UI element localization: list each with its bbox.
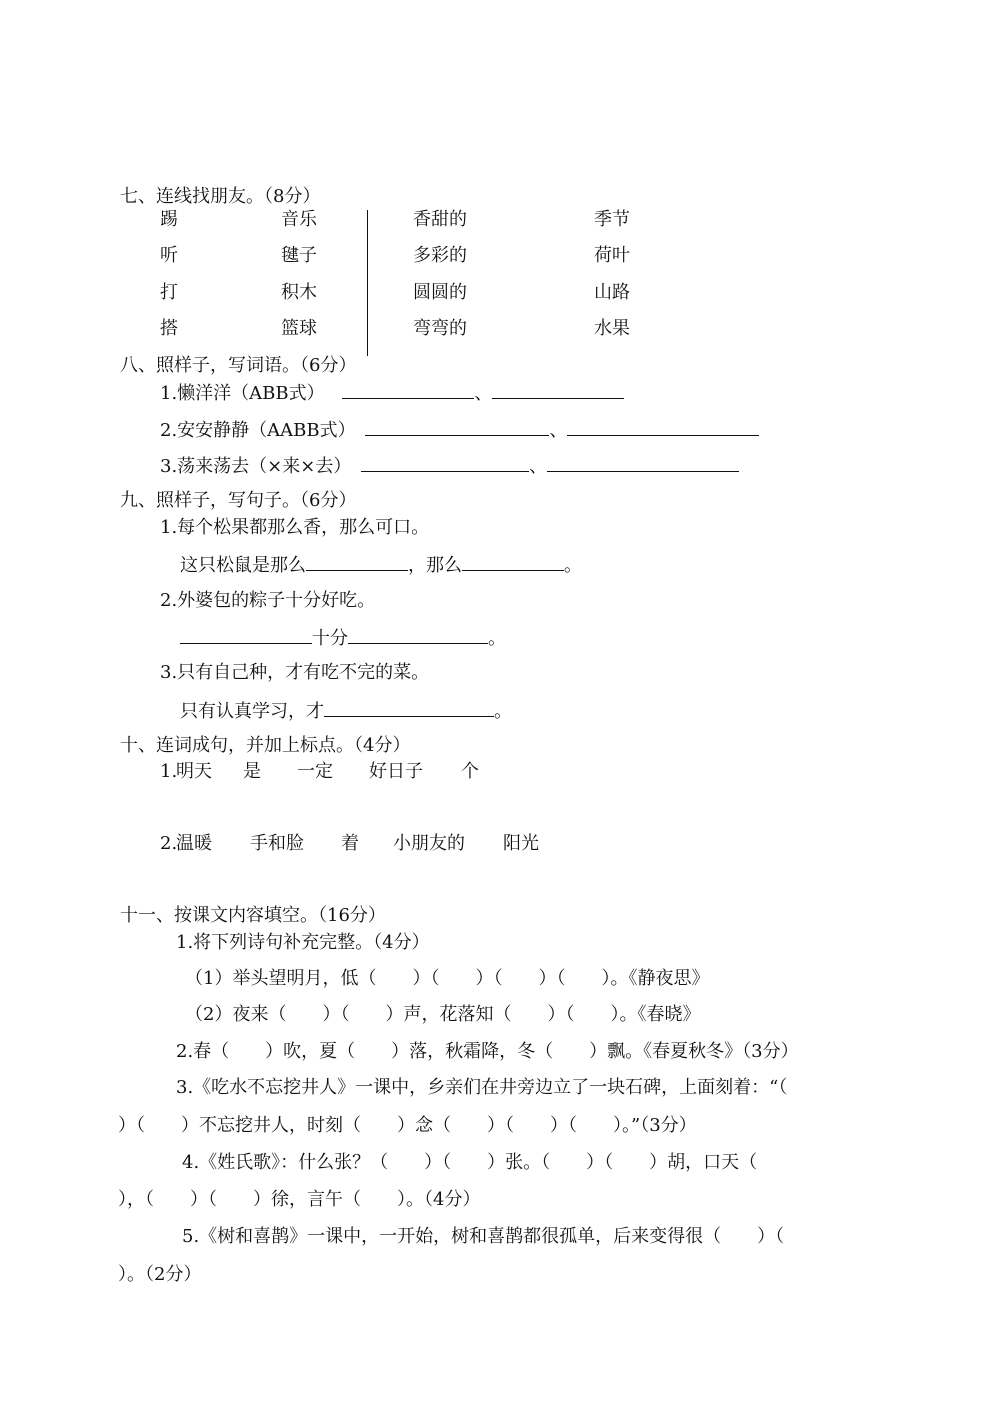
sentence-answer-row bbox=[180, 626, 506, 650]
word-chip: 是 bbox=[243, 761, 261, 782]
section-11-title: 十一、按课文内容填空。（16分） bbox=[120, 905, 386, 926]
word-pattern-row bbox=[160, 381, 624, 405]
section-7-title: 七、连线找朋友。（8分） bbox=[120, 186, 321, 207]
word-chip: 明天 bbox=[176, 761, 212, 782]
match-right-noun[interactable]: 季节 bbox=[594, 209, 630, 230]
sentence-text: ，那么 bbox=[408, 555, 462, 576]
answer-blank[interactable] bbox=[180, 626, 312, 644]
separator: 、 bbox=[474, 383, 493, 404]
word-chip: 阳光 bbox=[503, 833, 539, 854]
word-chip: 个 bbox=[461, 761, 479, 782]
answer-blank[interactable] bbox=[324, 699, 494, 717]
answer-blank[interactable] bbox=[342, 381, 474, 399]
match-right-noun[interactable]: 荷叶 bbox=[594, 245, 630, 266]
answer-blank[interactable] bbox=[361, 454, 529, 472]
answer-blank[interactable] bbox=[492, 381, 624, 399]
word-pattern-prompt: 3.荡来荡去（×来×去） bbox=[160, 456, 352, 477]
answer-blank[interactable] bbox=[365, 418, 549, 436]
section-9-title: 九、照样子，写句子。（6分） bbox=[120, 490, 357, 511]
match-left-verb[interactable]: 搭 bbox=[160, 318, 178, 339]
answer-blank[interactable] bbox=[547, 454, 739, 472]
sentence-text: 。 bbox=[494, 701, 512, 722]
match-right-noun[interactable]: 水果 bbox=[594, 318, 630, 339]
word-chip: 温暖 bbox=[176, 833, 212, 854]
word-chip: 小朋友的 bbox=[393, 833, 465, 854]
word-pattern-prompt: 2.安安静静（AABB式） bbox=[160, 420, 356, 441]
match-left-verb[interactable]: 听 bbox=[160, 245, 178, 266]
word-chip: 手和脸 bbox=[250, 833, 304, 854]
word-order-number: 2. bbox=[160, 833, 178, 854]
section-10-title: 十、连词成句，并加上标点。（4分） bbox=[120, 735, 411, 756]
word-chip: 一定 bbox=[297, 761, 333, 782]
match-left-verb[interactable]: 打 bbox=[160, 282, 178, 303]
answer-blank[interactable] bbox=[462, 553, 564, 571]
question-text[interactable]: 4.《姓氏歌》：什么张？（ ）（ ）张。（ ）（ ）胡，口天（ bbox=[182, 1152, 758, 1173]
answer-blank[interactable] bbox=[348, 626, 488, 644]
answer-blank[interactable] bbox=[567, 418, 759, 436]
match-left-noun[interactable]: 音乐 bbox=[281, 209, 317, 230]
word-chip: 着 bbox=[341, 833, 359, 854]
poem-fill-line[interactable]: （2）夜来（ ）（ ）声，花落知（ ）（ ）。《春晓》 bbox=[185, 1004, 701, 1025]
sentence-text: 这只松鼠是那么 bbox=[180, 555, 306, 576]
sentence-answer-row bbox=[180, 553, 582, 577]
match-right-adjective[interactable]: 香甜的 bbox=[413, 209, 467, 230]
section-8-title: 八、照样子，写词语。（6分） bbox=[120, 355, 357, 376]
sentence-text: 。 bbox=[564, 555, 582, 576]
match-right-adjective[interactable]: 圆圆的 bbox=[413, 282, 467, 303]
word-chip: 好日子 bbox=[369, 761, 423, 782]
example-sentence: 2.外婆包的粽子十分好吃。 bbox=[160, 590, 376, 611]
sentence-answer-row bbox=[180, 699, 512, 723]
example-sentence: 1.每个松果都那么香，那么可口。 bbox=[160, 517, 430, 538]
sentence-text: 十分 bbox=[312, 628, 348, 649]
match-left-noun[interactable]: 篮球 bbox=[281, 318, 317, 339]
poem-fill-line[interactable]: （1）举头望明月，低（ ）（ ）（ ）（ ）。《静夜思》 bbox=[185, 968, 710, 989]
word-pattern-prompt: 1.懒洋洋（ABB式） bbox=[160, 383, 325, 404]
question-text[interactable]: 3.《吃水不忘挖井人》一课中，乡亲们在井旁边立了一块石碑，上面刻着：“（ bbox=[176, 1077, 788, 1098]
separator: 、 bbox=[549, 420, 568, 441]
answer-blank[interactable] bbox=[306, 553, 408, 571]
question-text[interactable]: 5.《树和喜鹊》一课中，一开始，树和喜鹊都很孤单，后来变得很（ ）（ bbox=[182, 1226, 785, 1247]
sentence-text: 。 bbox=[488, 628, 506, 649]
word-pattern-row bbox=[160, 454, 739, 478]
question-text-continued[interactable]: ）。（2分） bbox=[118, 1264, 202, 1285]
match-left-noun[interactable]: 毽子 bbox=[281, 245, 317, 266]
sentence-text: 只有认真学习，才 bbox=[180, 701, 324, 722]
question-text-continued[interactable]: ）（ ）不忘挖井人，时刻（ ）念（ ）（ ）（ ）。”（3分） bbox=[118, 1115, 697, 1136]
separator: 、 bbox=[529, 456, 548, 477]
match-left-noun[interactable]: 积木 bbox=[281, 282, 317, 303]
word-pattern-row bbox=[160, 418, 759, 442]
match-right-noun[interactable]: 山路 bbox=[594, 282, 630, 303]
match-right-adjective[interactable]: 弯弯的 bbox=[413, 318, 467, 339]
match-divider-line bbox=[367, 210, 368, 356]
match-left-verb[interactable]: 踢 bbox=[160, 209, 178, 230]
question-text[interactable]: 2.春（ ）吹，夏（ ）落，秋霜降，冬（ ）飘。《春夏秋冬》（3分） bbox=[176, 1041, 799, 1062]
question-text: 1.将下列诗句补充完整。（4分） bbox=[176, 932, 430, 953]
question-text-continued[interactable]: ），（ ）（ ）徐，言午（ ）。（4分） bbox=[118, 1189, 481, 1210]
word-order-number: 1. bbox=[160, 761, 178, 782]
example-sentence: 3.只有自己种，才有吃不完的菜。 bbox=[160, 662, 430, 683]
match-right-adjective[interactable]: 多彩的 bbox=[413, 245, 467, 266]
